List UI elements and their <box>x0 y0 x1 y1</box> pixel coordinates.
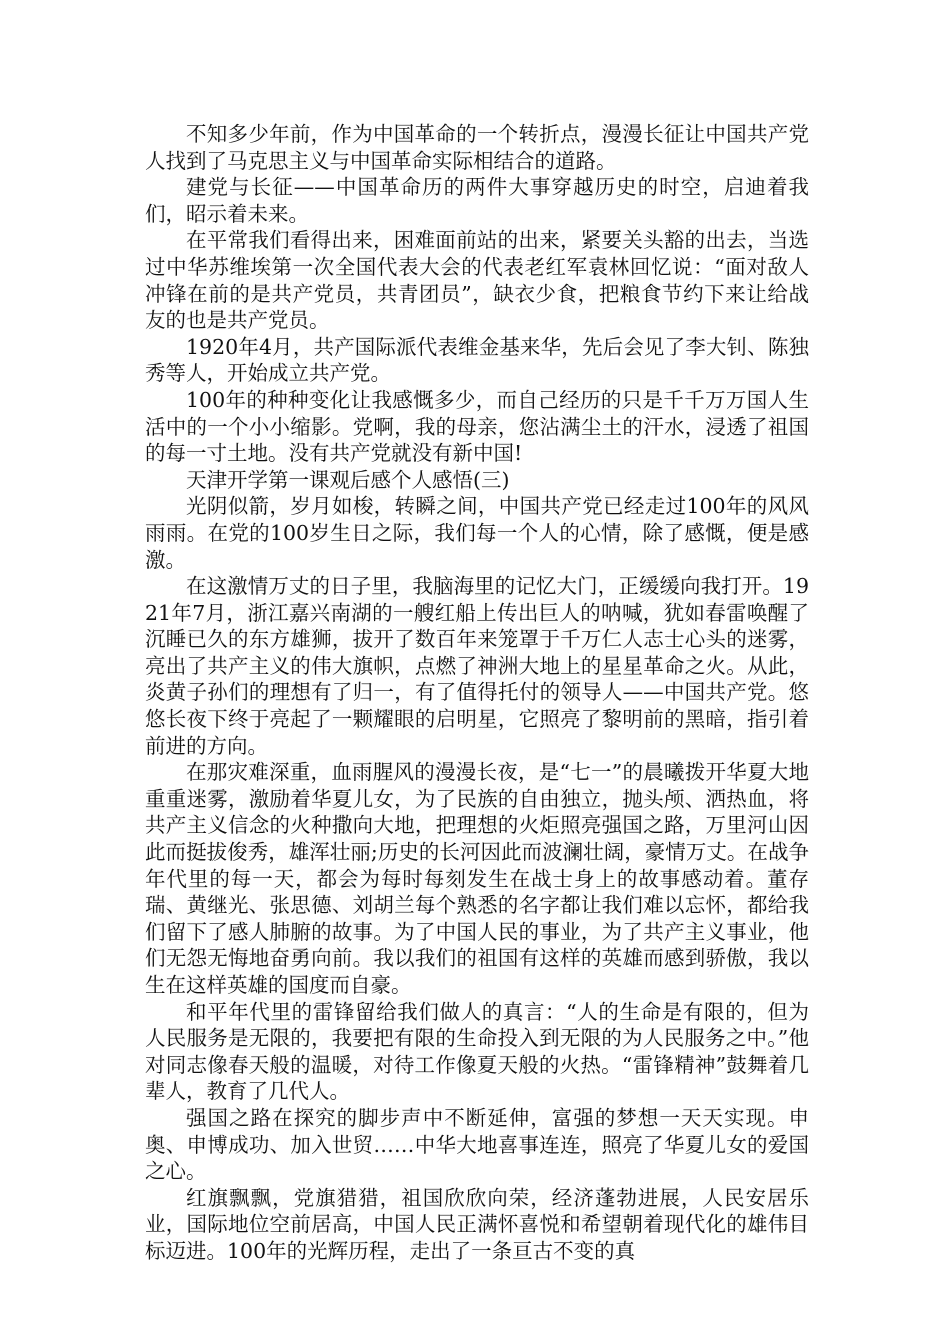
paragraph: 光阴似箭，岁月如梭，转瞬之间，中国共产党已经走过100年的风风雨雨。在党的100岁生日之际，我们每一个人的心情，除了感慨，便是感激。 <box>145 494 809 572</box>
paragraph: 不知多少年前，作为中国革命的一个转折点，漫漫长征让中国共产党人找到了马克思主义与中国革命实际相结合的道路。 <box>145 122 809 173</box>
paragraph: 在平常我们看得出来，困难面前站的出来，紧要关头豁的出去，当选过中华苏维埃第一次全国代表大会的代表老红军袁林回忆说：“面对敌人冲锋在前的是共产党员，共青团员”，缺衣少食，把粮食节约下来让给战友的也是共产党员。 <box>145 228 809 333</box>
paragraph: 和平年代里的雷锋留给我们做人的真言：“人的生命是有限的，但为人民服务是无限的，我要把有限的生命投入到无限的为人民服务之中。”他对同志像春天般的温暖，对待工作像夏天般的火热。“雷锋精神”鼓舞着几辈人，教育了几代人。 <box>145 999 809 1104</box>
paragraph: 在那灾难深重，血雨腥风的漫漫长夜，是“七一”的晨曦拨开华夏大地重重迷雾，激励着华夏儿女，为了民族的自由独立，抛头颅、洒热血，将共产主义信念的火种撒向大地，把理想的火炬照亮强国之路，万里河山因此而挺拔俊秀，雄浑壮丽;历史的长河因此而波澜壮阔，豪情万丈。在战争年代里的每一天，都会为每时每刻发生在战士身上的故事感动着。董存瑞、黄继光、张思德、刘胡兰每个熟悉的名字都让我们难以忘怀，都给我们留下了感人肺腑的故事。为了中国人民的事业，为了共产主义事业，他们无怨无悔地奋勇向前。我以我们的祖国有这样的英雄而感到骄傲，我以生在这样英雄的国度而自豪。 <box>145 760 809 997</box>
paragraph: 在这激情万丈的日子里，我脑海里的记忆大门，正缓缓向我打开。1921年7月，浙江嘉兴南湖的一艘红船上传出巨人的呐喊，犹如春雷唤醒了沉睡已久的东方雄狮，拔开了数百年来笼罩于千万仁人志士心头的迷雾，亮出了共产主义的伟大旗帜，点燃了神洲大地上的星星革命之火。从此，炎黄子孙们的理想有了归一，有了值得托付的领导人——中国共产党。悠悠长夜下终于亮起了一颗耀眼的启明星，它照亮了黎明前的黑暗，指引着前进的方向。 <box>145 574 809 758</box>
paragraph: 红旗飘飘，党旗猎猎，祖国欣欣向荣，经济蓬勃进展，人民安居乐业，国际地位空前居高，中国人民正满怀喜悦和希望朝着现代化的雄伟目标迈进。100年的光辉历程，走出了一条亘古不变的真 <box>145 1185 809 1263</box>
paragraph: 1920年4月，共产国际派代表维金基来华，先后会见了李大钊、陈独秀等人，开始成立共产党。 <box>145 334 809 386</box>
paragraph: 100年的种种变化让我感慨多少，而自己经历的只是千千万万国人生活中的一个小小缩影。党啊，我的母亲，您沾满尘土的汗水，浸透了祖国的每一寸土地。没有共产党就没有新中国! <box>145 387 809 466</box>
document-body <box>145 121 809 1265</box>
paragraph: 建党与长征——中国革命历的两件大事穿越历史的时空，启迪着我们，昭示着未来。 <box>145 175 809 226</box>
paragraph: 强国之路在探究的脚步声中不断延伸，富强的梦想一天天实现。申奥、申博成功、加入世贸……中华大地喜事连连，照亮了华夏儿女的爱国之心。 <box>145 1105 809 1184</box>
section-heading: 天津开学第一课观后感个人感悟(三) <box>186 467 510 492</box>
